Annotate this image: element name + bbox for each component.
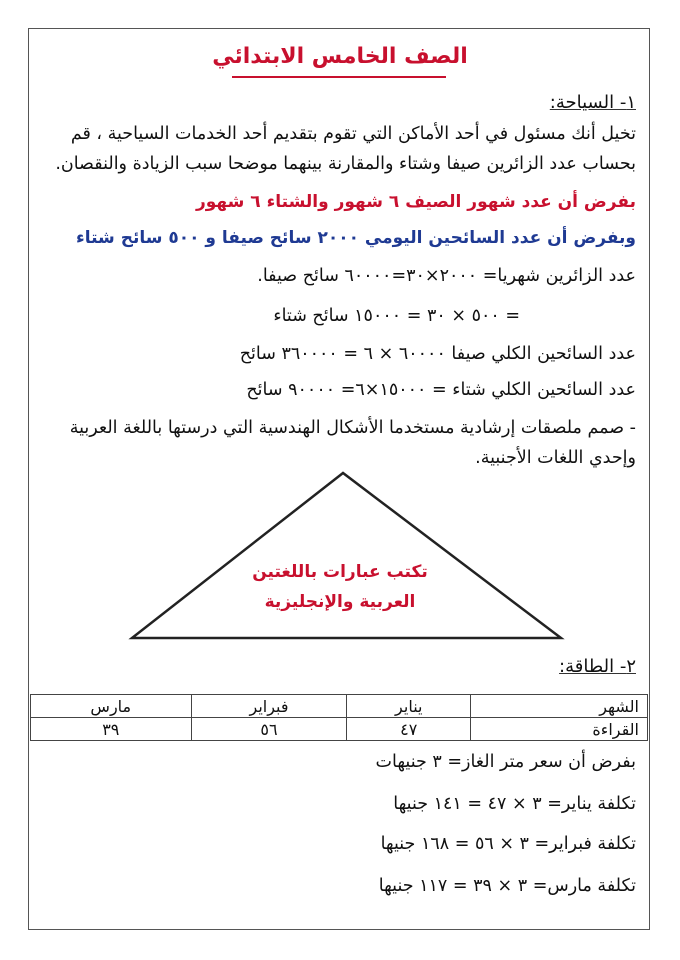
energy-heading: ٢- الطاقة: <box>559 656 636 677</box>
assumption-daily-tourists: وبفرض أن عدد السائحين اليومي ٢٠٠٠ سائح صيفا و ٥٠٠ سائح شتاء <box>76 228 636 248</box>
triangle-text-line2: العربية والإنجليزية <box>264 592 416 612</box>
table-cell: فبراير <box>191 695 347 718</box>
table-cell: الشهر <box>471 695 648 718</box>
cost-march: تكلفة مارس= ٣ × ٣٩ = ١١٧ جنيها <box>378 876 636 896</box>
table-cell: يناير <box>347 695 471 718</box>
table-cell: ٣٩ <box>31 718 192 741</box>
calc-total-summer: عدد السائحين الكلي صيفا ٦٠٠٠٠ × ٦ = ٣٦٠٠٠٠ سائح <box>239 344 636 364</box>
table-cell: القراءة <box>471 718 648 741</box>
table-cell: ٤٧ <box>347 718 471 741</box>
triangle-shape <box>132 473 561 638</box>
table-cell: ٥٦ <box>191 718 347 741</box>
calc-monthly-summer: عدد الزائرين شهريا= ٢٠٠٠×٣٠=٦٠٠٠٠ سائح صيفا. <box>257 266 636 286</box>
poster-task-line1: - صمم ملصقات إرشادية مستخدما الأشكال الهندسية التي درستها باللغة العربية <box>69 418 636 438</box>
tourism-task-line1: تخيل أنك مسئول في أحد الأماكن التي تقوم بتقديم أحد الخدمات السياحية ، قم <box>70 124 636 144</box>
gas-readings-table <box>30 694 648 741</box>
tourism-task-line2: بحساب عدد الزائرين صيفا وشتاء والمقارنة بينهما موضحا سبب الزيادة والنقصان. <box>55 154 636 174</box>
page-title: الصف الخامس الابتدائي <box>212 44 468 69</box>
table-row <box>31 695 648 718</box>
table-cell: مارس <box>31 695 192 718</box>
assumption-months: بفرض أن عدد شهور الصيف ٦ شهور والشتاء ٦ شهور <box>195 192 636 212</box>
triangle-text-line1: تكتب عبارات باللغتين <box>252 562 428 582</box>
assumption-gas-price: بفرض أن سعر متر الغاز= ٣ جنيهات <box>375 752 636 772</box>
table-row <box>31 718 648 741</box>
cost-january: تكلفة يناير= ٣ × ٤٧ = ١٤١ جنيها <box>393 794 636 814</box>
cost-february: تكلفة فبراير= ٣ × ٥٦ = ١٦٨ جنيها <box>380 834 636 854</box>
poster-task-line2: وإحدي اللغات الأجنبية. <box>475 448 636 468</box>
calc-total-winter: عدد السائحين الكلي شتاء = ١٥٠٠٠×٦= ٩٠٠٠٠ سائح <box>246 380 636 400</box>
calc-monthly-winter: = ٥٠٠ × ٣٠ = ١٥٠٠٠ سائح شتاء <box>273 306 520 326</box>
tourism-heading: ١- السياحة: <box>549 92 636 113</box>
